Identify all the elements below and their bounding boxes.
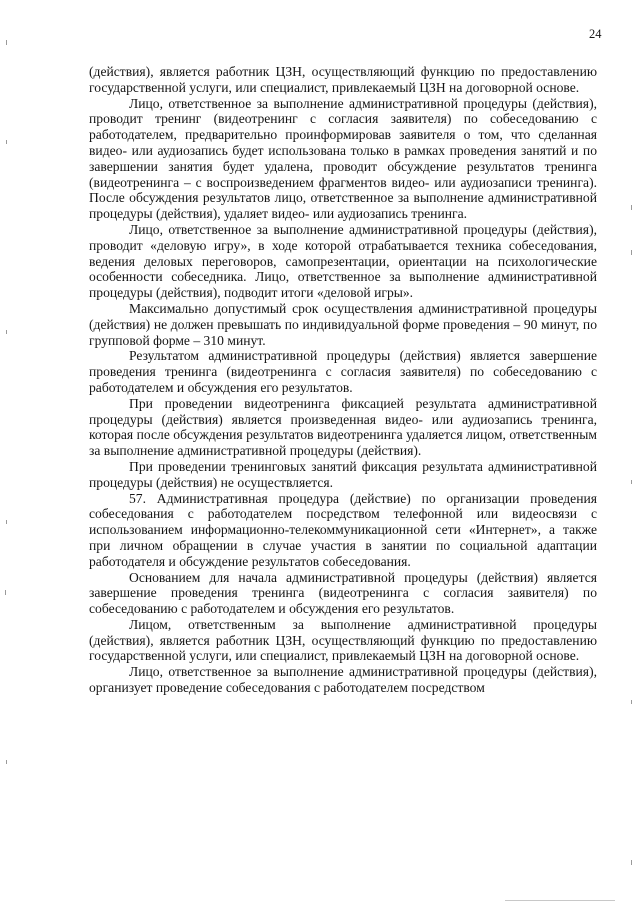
paragraph: Лицо, ответственное за выполнение административной процедуры (действия), проводит «деловую игру», в ходе которой отрабатывается техника собеседования, ведения деловых переговоров, самопрезентации, ориентации на психологические особенности собеседника. Лицо, ответственное за выполнение административной процедуры (действия), подводит итоги «деловой игры». (89, 221, 597, 301)
page-number: 24 (589, 27, 602, 41)
paragraph: Основанием для начала административной процедуры (действия) является завершение проведения тренинга (видеотренинга с согласия заявителя) по собеседованию с работодателем и обсуждения его результатов. (89, 569, 597, 617)
scan-mark (5, 590, 6, 595)
scan-mark (6, 520, 7, 524)
scan-mark (631, 250, 632, 255)
paragraph: Результатом административной процедуры (действия) является завершение проведения тренинга (видеотренинга с согласия заявителя) по собеседованию с работодателем и обсуждения его результатов. (89, 348, 597, 395)
scan-mark (631, 860, 632, 865)
paragraph: 57. Административная процедура (действие) по организации проведения собеседования с работодателем посредством телефонной или видеосвязи с использованием информационно-телекоммуникационной сети «Интернет», а также при личном обращении в случае участия в занятии по социальной адаптации работодателя и обсуждение результатов собеседования. (89, 490, 597, 569)
paragraph: Лицо, ответственное за выполнение административной процедуры (действия), организует проведение собеседования с работодателем посредством (89, 664, 597, 696)
paragraph: Лицом, ответственным за выполнение административной процедуры (действия), является работник ЦЗН, осуществляющий функцию по предоставлению государственной услуги, или специалист, привлекаемый ЦЗН на договорной основе. (89, 616, 597, 664)
scan-mark (6, 330, 7, 334)
document-body (89, 64, 597, 696)
scan-mark (6, 40, 7, 45)
paragraph: (действия), является работник ЦЗН, осуществляющий функцию по предоставлению государственной услуги, или специалист, привлекаемый ЦЗН на договорной основе. (89, 64, 597, 95)
scan-edge-line (505, 900, 615, 901)
scan-mark (6, 760, 7, 764)
scan-mark (631, 480, 632, 484)
paragraph: При проведении тренинговых занятий фиксация результата административной процедуры (действия) не осуществляется. (89, 458, 597, 490)
paragraph: Максимально допустимый срок осуществления административной процедуры (действия) не должен превышать по индивидуальной форме проведения – 90 минут, по групповой форме – 310 минут. (89, 300, 597, 348)
paragraph: Лицо, ответственное за выполнение административной процедуры (действия), проводит тренинг (видеотренинг с согласия заявителя) по собеседованию с работодателем, предварительно проинформировав заявителя о том, что сделанная видео- или аудиозапись будет использована только в рамках проведения занятий и по завершении занятия будет удалена, проводит обсуждение результатов тренинга (видеотренинга – с воспроизведением фрагментов видео- или аудиозаписи тренинга). После обсуждения результатов лицо, ответственное за выполнение административной процедуры (действия), удаляет видео- или аудиозапись тренинга. (89, 95, 597, 222)
scan-mark (631, 205, 632, 210)
scan-mark (631, 700, 632, 704)
scan-mark (6, 140, 7, 144)
paragraph: При проведении видеотренинга фиксацией результата административной процедуры (действия) является произведенная видео- или аудиозапись тренинга, которая после обсуждения результатов видеотренинга удаляется лицом, ответственным за выполнение административной процедуры (действия). (89, 395, 597, 459)
